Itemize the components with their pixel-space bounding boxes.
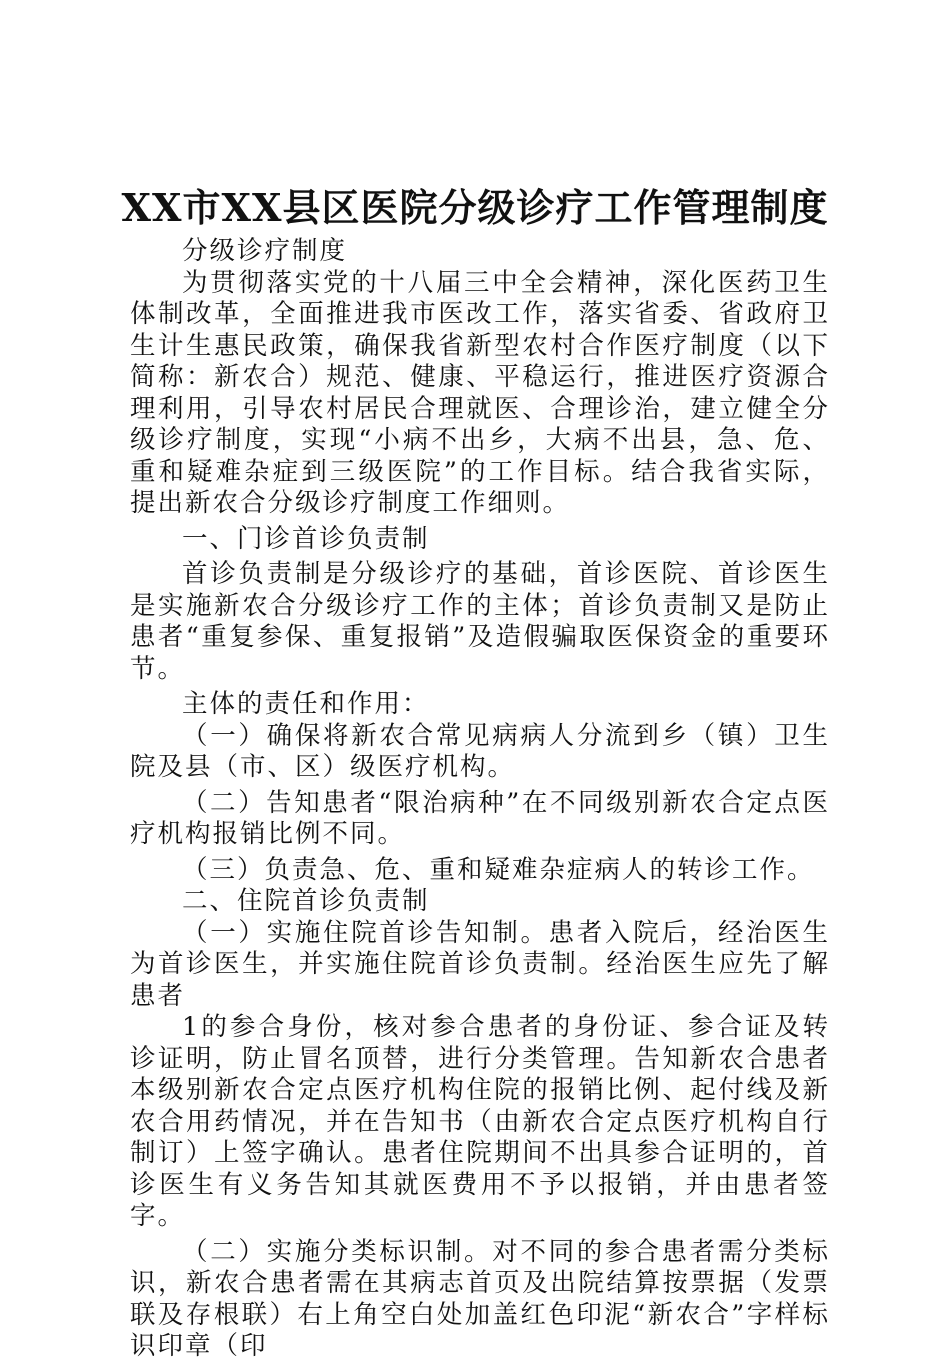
paragraph-inpatient-1-cont: 1的参合身份，核对参合患者的身份证、参合证及转诊证明，防止冒名顶替，进行分类管理。告知新农合患者本级别新农合定点医疗机构住院的报销比例、起付线及新农合用药情况，并在告知书（由新农合定点医疗机构自行制订）上签字确认。患者住院期间不出具参合证明的，首诊医生有义务告知其就医费用不予以报销，并由患者签字。 [130, 1012, 830, 1231]
paragraph-item-2: （二）告知患者“限治病种”在不同级别新农合定点医疗机构报销比例不同。 [130, 787, 830, 849]
paragraph-item-1: （一）确保将新农合常见病病人分流到乡（镇）卫生院及县（市、区）级医疗机构。 [130, 720, 830, 782]
paragraph-item-3: （三）负责急、危、重和疑难杂症病人的转诊工作。 [182, 854, 815, 885]
paragraph-outpatient-body: 首诊负责制是分级诊疗的基础，首诊医院、首诊医生是实施新农合分级诊疗工作的主体；首诊负责制又是防止患者“重复参保、重复报销”及造假骗取医保资金的重要环节。 [130, 559, 830, 684]
paragraph-heading-outpatient: 一、门诊首诊负责制 [182, 523, 430, 554]
paragraph-heading-inpatient: 二、住院首诊负责制 [182, 886, 430, 916]
paragraph-inpatient-2: （二）实施分类标识制。对不同的参合患者需分类标识，新农合患者需在其病志首页及出院结算按票据（发票联及存根联）右上角空白处加盖红色印泥“新农合”字样标识印章（印 [130, 1236, 830, 1361]
paragraph-responsibility-heading: 主体的责任和作用： [182, 689, 430, 719]
document-body [130, 236, 830, 1363]
paragraph-intro: 为贯彻落实党的十八届三中全会精神，深化医药卫生体制改革，全面推进我市医改工作，落实省委、省政府卫生计生惠民政策，确保我省新型农村合作医疗制度（以下简称：新农合）规范、健康、平稳运行，推进医疗资源合理利用，引导农村居民合理就医、合理诊治，建立健全分级诊疗制度，实现“小病不出乡，大病不出县，急、危、重和疑难杂症到三级医院”的工作目标。结合我省实际，提出新农合分级诊疗制度工作细则。 [130, 267, 830, 518]
paragraph-inpatient-1: （一）实施住院首诊告知制。患者入院后，经治医生为首诊医生，并实施住院首诊负责制。经治医生应先了解患者 [130, 917, 830, 1011]
document-title: XX市XX县区医院分级诊疗工作管理制度 [121, 185, 829, 230]
paragraph-section-heading: 分级诊疗制度 [182, 236, 348, 266]
